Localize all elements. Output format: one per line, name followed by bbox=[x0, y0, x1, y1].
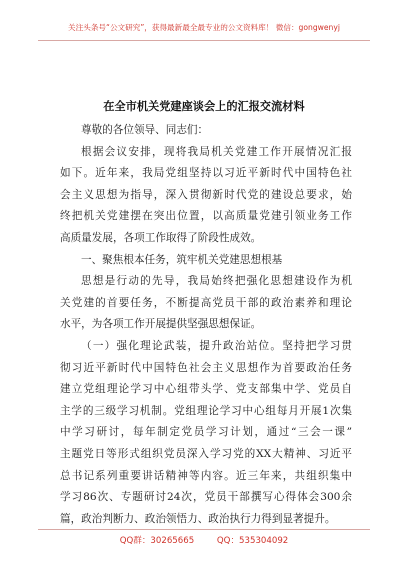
section-heading-line: 一、聚焦根本任务，筑牢机关党建思想根基 bbox=[81, 253, 283, 266]
subsection-1-paragraph bbox=[60, 336, 352, 530]
paragraph-line: 主学的三级学习机制。党组理论学习中心组每月开展1次集 bbox=[60, 404, 352, 417]
salutation-line: 尊敬的各位领导、同志们： bbox=[81, 124, 209, 136]
qq-number: QQ：535304092 bbox=[216, 536, 289, 546]
paragraph-line: 会主义思想为指导，深入贯彻新时代党的建设总要求，始 bbox=[60, 188, 352, 201]
paragraph-line: 学习86次、专题研讨24次，党员干部撰写心得体会300余 bbox=[60, 491, 352, 504]
section-1-paragraph bbox=[60, 271, 352, 336]
paragraph-line: 篇，政治判断力、政治领悟力、政治执行力得到显著提升。 bbox=[60, 512, 336, 525]
paragraph-line: 建立党组理论学习中心组带头学、党支部集中学、党员自 bbox=[60, 383, 352, 396]
footer-divider bbox=[38, 529, 370, 530]
paragraph-line: 关党建的首要任务，不断提高党员干部的政治素养和理论 bbox=[60, 296, 352, 309]
header-divider bbox=[38, 40, 370, 41]
paragraph-line: 终把机关党建摆在突出位置，以高质量党建引领业务工作 bbox=[60, 210, 352, 223]
paragraph-line: （一）强化理论武装，提升政治站位。坚持把学习贯 bbox=[81, 340, 352, 352]
paragraph-line: 高质量发展，各项工作取得了阶段性成效。 bbox=[60, 231, 262, 244]
qq-group-number: QQ群：30265665 bbox=[119, 536, 195, 546]
paragraph-line: 总书记系列重要讲话精神等内容。近三年来，共组织集中 bbox=[60, 469, 352, 482]
paragraph-line: 主题党日等形式组织党员深入学习党的XX大精神、习近平 bbox=[60, 447, 352, 460]
paragraph-line: 中学习研讨，每年制定党员学习计划，通过“三会一课” bbox=[60, 426, 352, 439]
document-title: 在全市机关党建座谈会上的汇报交流材料 bbox=[103, 99, 305, 113]
paragraph-line: 根据会议安排，现将我局机关党建工作开展情况汇报 bbox=[81, 145, 352, 158]
paragraph-line: 如下。近年来，我局党组坚持以习近平新时代中国特色社 bbox=[60, 167, 352, 180]
footer-contacts bbox=[0, 534, 408, 546]
paragraph-line: 彻习近平新时代中国特色社会主义思想作为首要政治任务 bbox=[60, 361, 352, 374]
section-heading-1 bbox=[60, 250, 352, 272]
intro-paragraph bbox=[60, 142, 352, 250]
paragraph-line: 水平，为各项工作开展提供坚强思想保证。 bbox=[60, 318, 262, 331]
salutation-block bbox=[60, 120, 352, 142]
paragraph-line: 思想是行动的先导，我局始终把强化思想建设作为机 bbox=[81, 275, 352, 288]
header-banner: 关注头条号“公文研究”，获得最新最全最专业的公文资料库！ 微信：gongwenyj bbox=[68, 23, 340, 32]
